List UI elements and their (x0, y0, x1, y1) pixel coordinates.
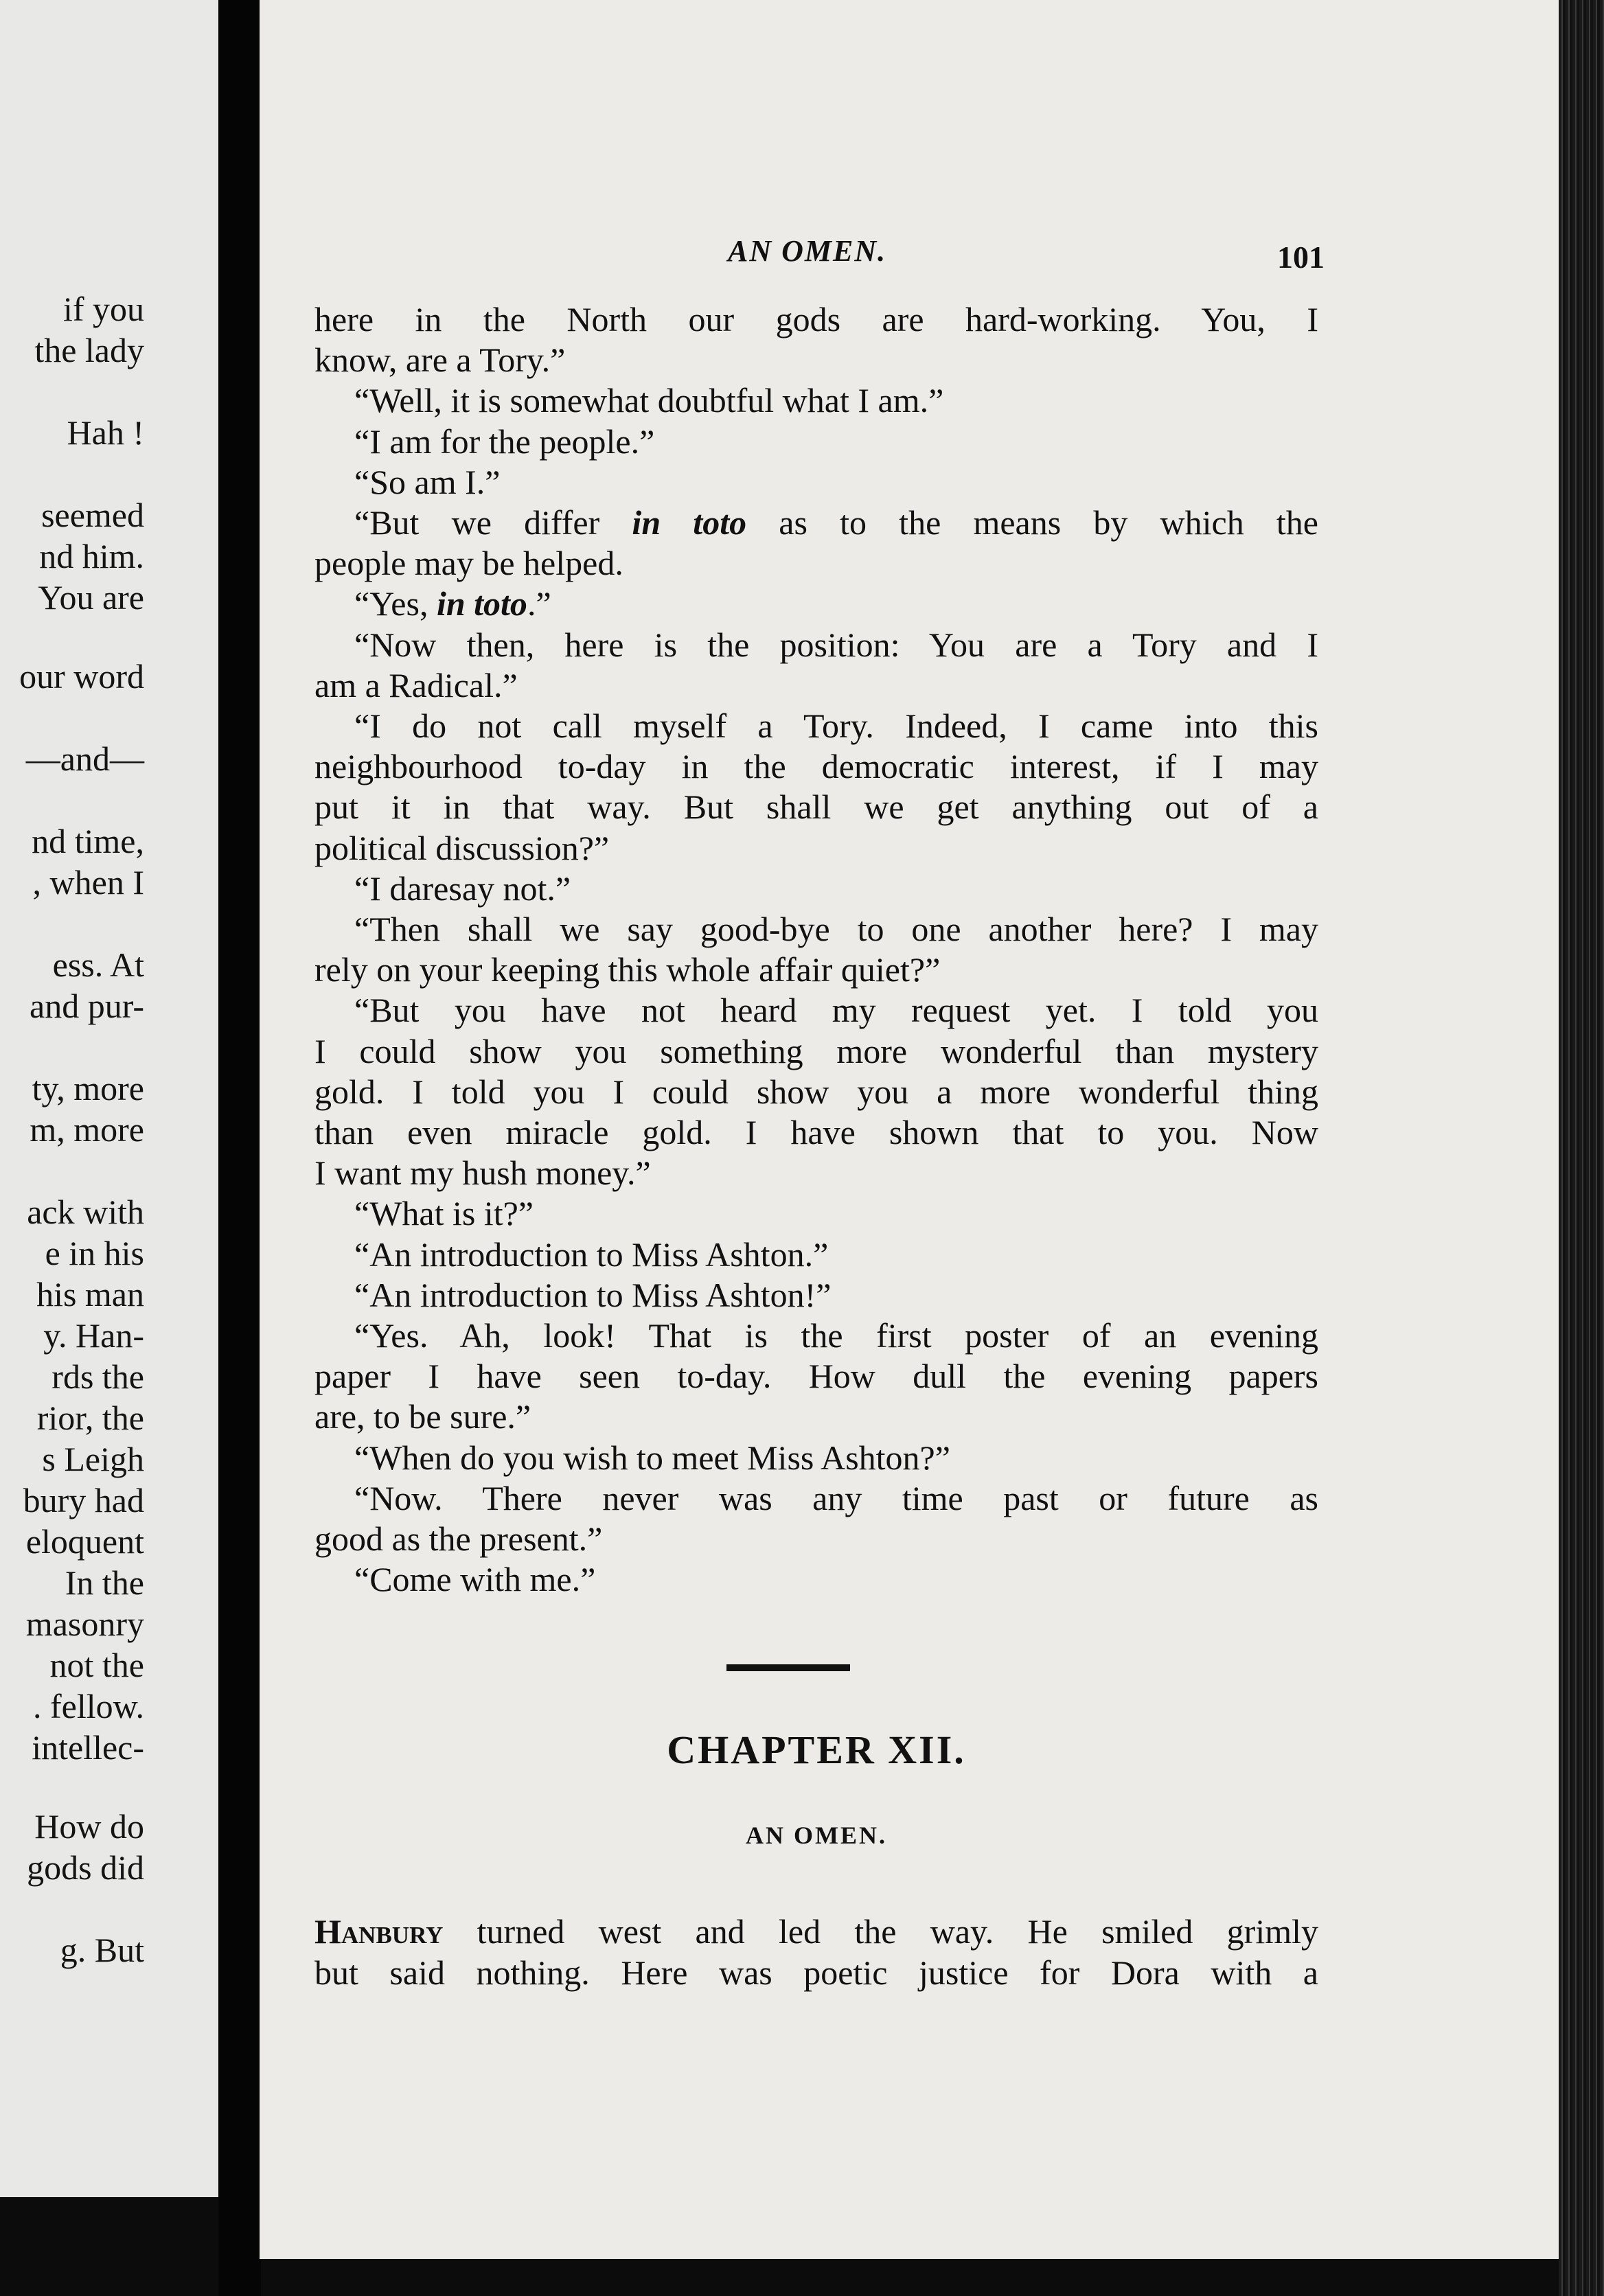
previous-page-line: , when I (32, 863, 144, 902)
previous-page-line: nd him. (39, 537, 144, 575)
body-text-line: “But we differ in toto as to the means by which the (354, 503, 1319, 542)
previous-page-line: m, more (30, 1110, 144, 1149)
previous-page-line: gods did (27, 1848, 144, 1887)
body-text-line: “Come with me.” (354, 1560, 596, 1598)
previous-page-line: In the (65, 1563, 144, 1602)
italic-phrase: in toto (632, 503, 747, 542)
body-text-line: “What is it?” (354, 1194, 534, 1232)
body-text-line: than even miracle gold. I have shown that to you. Now (314, 1113, 1318, 1151)
body-text-line: “An introduction to Miss Ashton.” (354, 1235, 829, 1274)
body-text-line: “I am for the people.” (354, 422, 655, 461)
section-divider-rule (726, 1664, 850, 1671)
body-text-line: political discussion?” (314, 829, 610, 867)
previous-page-line: g. But (60, 1931, 144, 1969)
previous-page-fragment (0, 0, 218, 2197)
body-text-line: “I do not call myself a Tory. Indeed, I came into this (354, 707, 1318, 745)
previous-page-line: . fellow. (33, 1687, 144, 1725)
body-text-line: “Then shall we say good-bye to one another here? I may (354, 910, 1318, 948)
body-text-line: here in the North our gods are hard-working. You, I (314, 300, 1318, 338)
previous-page-line: How do (34, 1807, 144, 1846)
body-text-line: I want my hush money.” (314, 1153, 651, 1192)
previous-page-line: the lady (34, 331, 144, 369)
body-text-line: “Yes. Ah, look! That is the first poster of an evening (354, 1316, 1318, 1355)
previous-page-line: You are (38, 578, 144, 617)
body-text-line: people may be helped. (314, 544, 623, 582)
previous-page-line: bury had (23, 1481, 144, 1519)
previous-page-line: y. Han- (43, 1316, 144, 1355)
body-text-line: am a Radical.” (314, 666, 518, 704)
previous-page-line: our word (19, 657, 144, 696)
body-text-line: know, are a Tory.” (314, 341, 566, 379)
chapter-title: CHAPTER XII. (667, 1727, 966, 1772)
page-number: 101 (1277, 240, 1325, 275)
body-text-line: rely on your keeping this whole affair quiet?” (314, 950, 941, 989)
book-page (260, 0, 1578, 2259)
body-text-line: “Yes, in toto.” (354, 584, 551, 623)
body-text-line: “Well, it is somewhat doubtful what I am.” (354, 381, 944, 420)
body-text-line: good as the present.” (314, 1519, 603, 1558)
italic-phrase: in toto (436, 584, 527, 623)
previous-page-line: eloquent (25, 1522, 144, 1561)
chapter-opening-word: Hanbury (314, 1912, 444, 1951)
previous-page-line: e in his (45, 1234, 144, 1272)
previous-page-line: seemed (41, 496, 144, 534)
previous-page-line: masonry (25, 1605, 144, 1643)
body-text-line: “But you have not heard my request yet. I told you (354, 991, 1318, 1029)
previous-page-line: intellec- (32, 1728, 144, 1767)
previous-page-line: nd time, (32, 822, 144, 860)
book-gutter (218, 0, 261, 2296)
body-text-line: are, to be sure.” (314, 1397, 531, 1436)
running-head: AN OMEN. (728, 234, 887, 268)
chapter-opening-rest: turned west and led the way. He smiled grimly (443, 1912, 1318, 1951)
body-text-line: I could show you something more wonderful than mystery (314, 1032, 1318, 1070)
previous-page-line: and pur- (30, 987, 144, 1025)
body-text-line: “When do you wish to meet Miss Ashton?” (354, 1438, 950, 1477)
previous-page-line: Hah ! (67, 413, 144, 452)
previous-page-line: s Leigh (42, 1440, 144, 1478)
previous-page-line: rds the (51, 1357, 144, 1396)
previous-page-line: —and— (25, 739, 144, 778)
body-text-line: “An introduction to Miss Ashton!” (354, 1276, 832, 1314)
chapter-second-line: but said nothing. Here was poetic justice for Dora with a (314, 1953, 1318, 1992)
previous-page-line: not the (49, 1646, 144, 1684)
previous-page-line: ty, more (32, 1069, 144, 1107)
previous-page-line: ess. At (52, 945, 144, 984)
previous-page-line: if you (62, 290, 144, 328)
previous-page-line: rior, the (36, 1399, 144, 1437)
body-text-line: paper I have seen to-day. How dull the evening papers (314, 1357, 1318, 1395)
body-text-line: put it in that way. But shall we get anything out of a (314, 788, 1318, 826)
body-text-line: “So am I.” (354, 463, 501, 501)
body-text-line: “I daresay not.” (354, 869, 571, 908)
body-text-line: “Now then, here is the position: You are a Tory and I (354, 625, 1318, 664)
previous-page-line: his man (36, 1275, 144, 1313)
chapter-opening-line (314, 1912, 1318, 1951)
body-text-line: gold. I told you I could show you a more wonderful thing (314, 1072, 1318, 1111)
previous-page-line: ack with (27, 1193, 144, 1231)
page-stack-edge (1559, 0, 1604, 2296)
body-text-line: “Now. There never was any time past or future as (354, 1479, 1318, 1517)
body-text-line: neighbourhood to-day in the democratic interest, if I may (314, 747, 1318, 785)
chapter-subtitle: AN OMEN. (746, 1822, 887, 1849)
